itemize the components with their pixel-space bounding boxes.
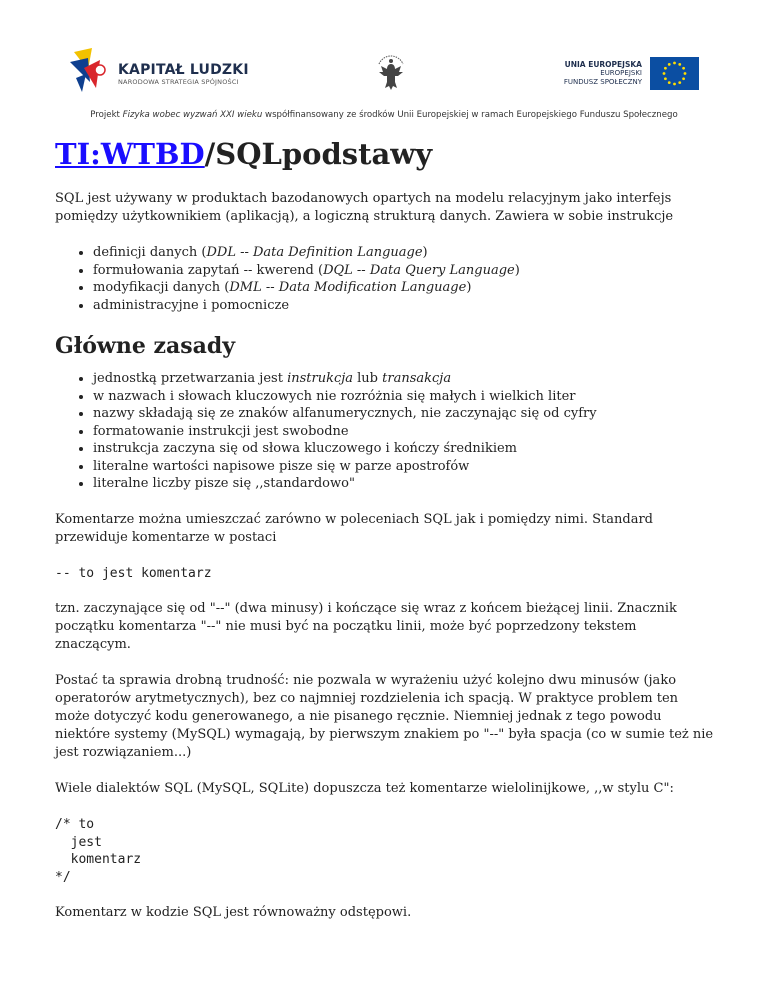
- list-item: • administracyjne i pomocnicze: [93, 297, 715, 315]
- comments-paragraph: Komentarze można umieszczać zarówno w poleceniach SQL jak i pomiędzy nimi. Standard przewiduje komentarze w postaci: [55, 511, 653, 545]
- project-prefix: Projekt: [90, 110, 123, 120]
- section-heading: Główne zasady: [55, 333, 236, 359]
- eu-line3: FUNDUSZ SPOŁECZNY: [563, 78, 642, 86]
- eu-flag-icon: [650, 57, 699, 90]
- code-block-single-line: -- to jest komentarz: [55, 565, 212, 581]
- code-block-multi-line: /* to jest komentarz */: [55, 817, 142, 885]
- university-eagle-seal-icon: [375, 50, 407, 96]
- eu-text: [564, 60, 642, 87]
- list-item: • literalne wartości napisowe pisze się w parze apostrofów: [93, 458, 715, 476]
- eu-star-icon: [664, 77, 667, 80]
- kapital-ludzki-title: KAPITAŁ LUDZKI: [118, 62, 249, 78]
- intro-list: [55, 244, 715, 314]
- eu-star-icon: [682, 67, 685, 70]
- eu-line2: EUROPEJSKI: [600, 69, 642, 77]
- list-item: • modyfikacji danych (DML -- Data Modification Language): [93, 279, 715, 297]
- list-item: • jednostką przetwarzania jest instrukcja lub transakcja: [93, 370, 715, 388]
- eu-star-icon: [664, 67, 667, 70]
- eu-star-icon: [678, 81, 681, 84]
- eu-title: UNIA EUROPEJSKA: [564, 60, 642, 69]
- list-item: • formatowanie instrukcji jest swobodne: [93, 423, 715, 441]
- eu-star-icon: [663, 72, 666, 75]
- kapital-ludzki-text: [118, 62, 249, 87]
- main-content: [55, 136, 715, 940]
- project-funding-line: [0, 110, 768, 120]
- eu-star-icon: [673, 83, 676, 86]
- eu-star-icon: [668, 81, 671, 84]
- page-title-link[interactable]: TI:WTBD: [55, 137, 205, 171]
- list-item: • instrukcja zaczyna się od słowa kluczowego i kończy średnikiem: [93, 440, 715, 458]
- header-banner: [0, 0, 768, 128]
- kapital-ludzki-logo-icon: [70, 48, 114, 94]
- list-item: • literalne liczby pisze się ,,standardowo": [93, 475, 715, 493]
- eu-star-icon: [673, 62, 676, 65]
- comments-difficulty-paragraph: Postać ta sprawia drobną trudność: nie pozwala w wyrażeniu użyć kolejno dwu minusów (jako operatorów arytmetycznych), bez co najmniej rozdzielenia ich spacją. W praktyce problem ten może dotyczyć kodu generowanego, a nie pisanego ręcznie. Niemniej jednak z tego powodu niektóre systemy (MySQL) wymagają, by pierwszym znakiem po "--" była spacja (co w sumie też nie jest rozwiązaniem...): [55, 673, 714, 760]
- list-item: • formułowania zapytań -- kwerend (DQL -- Data Query Language): [93, 262, 715, 280]
- kapital-ludzki-subtitle: NARODOWA STRATEGIA SPÓJNOŚCI: [118, 78, 239, 86]
- page-title-rest: /SQLpodstawy: [204, 137, 433, 171]
- list-item: • nazwy składają się ze znaków alfanumerycznych, nie zaczynając się od cyfry: [93, 405, 715, 423]
- multiline-comments-paragraph: Wiele dialektów SQL (MySQL, SQLite) dopuszcza też komentarze wielolinijkowe, ,,w stylu C":: [55, 781, 674, 796]
- eu-star-icon: [668, 63, 671, 66]
- rules-list: [55, 370, 715, 493]
- comments-explanation-paragraph: tzn. zaczynające się od "--" (dwa minusy) i kończące się wraz z końcem bieżącej linii. Znacznik początku komentarza "--" nie musi być na początku linii, może być poprzedzony tekstem znaczącym.: [55, 601, 677, 652]
- project-title: Fizyka wobec wyzwań XXI wieku: [122, 110, 263, 120]
- eu-star-icon: [682, 77, 685, 80]
- eu-star-icon: [678, 63, 681, 66]
- list-item: • w nazwach i słowach kluczowych nie rozróżnia się małych i wielkich liter: [93, 388, 715, 406]
- intro-paragraph: SQL jest używany w produktach bazodanowych opartych na modelu relacyjnym jako interfejs pomiędzy użytkownikiem (aplikacją), a logiczną strukturą danych. Zawiera w sobie instrukcje: [55, 191, 674, 224]
- page-title: [55, 136, 715, 172]
- eu-star-icon: [684, 72, 687, 75]
- list-item: • definicji danych (DDL -- Data Definition Language): [93, 244, 715, 262]
- comments-conclusion-paragraph: Komentarz w kodzie SQL jest równoważny odstępowi.: [55, 905, 412, 920]
- project-suffix: współfinansowany ze środków Unii Europejskiej w ramach Europejskiego Funduszu Społecznego: [262, 110, 678, 120]
